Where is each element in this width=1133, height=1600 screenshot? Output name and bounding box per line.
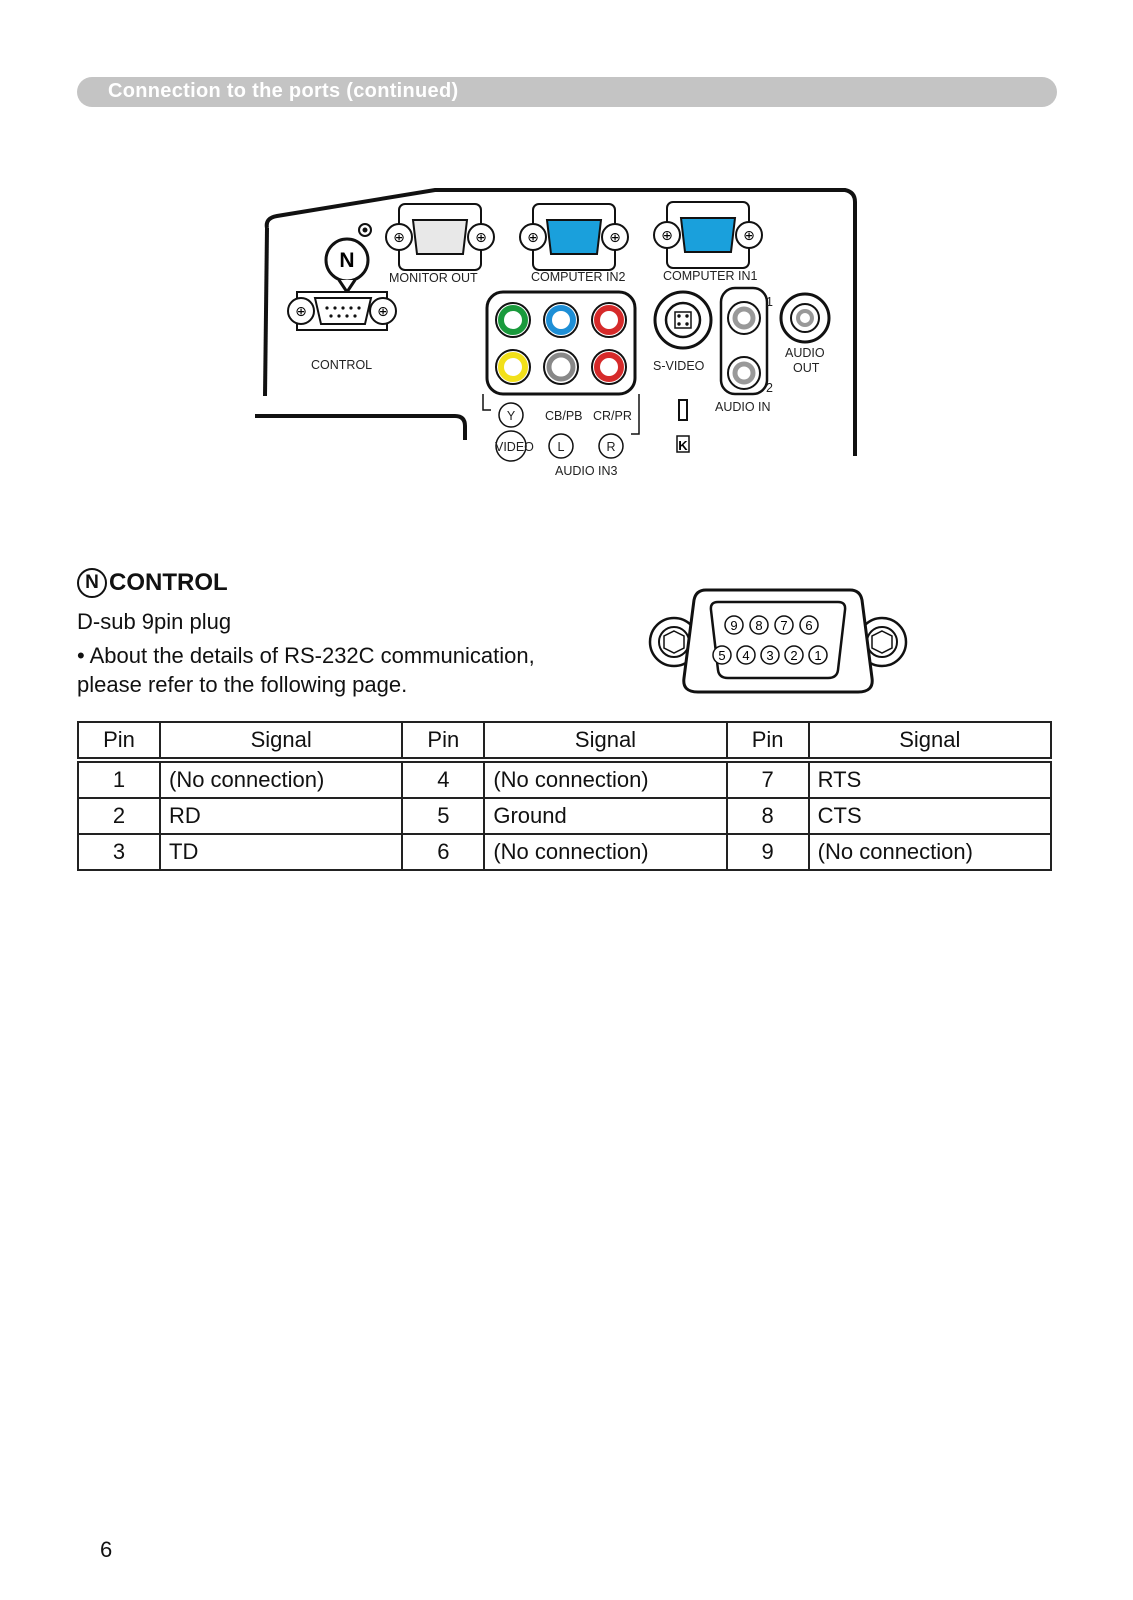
control-port — [288, 292, 396, 330]
note-line-2: please refer to the following page. — [77, 672, 408, 697]
svg-text:R: R — [606, 440, 616, 454]
section-header-bar — [77, 77, 1057, 107]
connector-pin-label: 3 — [766, 648, 774, 663]
rear-panel-illustration — [255, 188, 875, 498]
svg-text:AUDIO IN: AUDIO IN — [715, 400, 771, 414]
pin-cell: 8 — [727, 798, 809, 834]
svg-text:CB/PB: CB/PB — [545, 409, 583, 423]
header-signal: Signal — [160, 722, 402, 760]
signal-cell: RTS — [809, 760, 1051, 798]
svg-text:2: 2 — [766, 381, 773, 395]
signal-cell: (No connection) — [484, 760, 726, 798]
pin-assignment-table — [77, 721, 1052, 871]
svg-text:⊕: ⊕ — [743, 228, 755, 244]
signal-cell: Ground — [484, 798, 726, 834]
pin-cell: 7 — [727, 760, 809, 798]
note-line-1: • About the details of RS-232C communication, — [77, 643, 535, 668]
svg-text:⊕: ⊕ — [377, 304, 389, 320]
svg-text:VIDEO: VIDEO — [495, 440, 534, 454]
security-slot-icon — [679, 400, 687, 420]
page-number: 6 — [100, 1537, 113, 1562]
pin-cell: 5 — [402, 798, 484, 834]
pin-cell: 1 — [78, 760, 160, 798]
pin-cell: 9 — [727, 834, 809, 870]
pin-cell: 2 — [78, 798, 160, 834]
svg-text:K: K — [678, 438, 688, 453]
svg-text:L: L — [557, 440, 565, 454]
connector-pin-label: 8 — [755, 618, 763, 633]
table-header-row — [78, 722, 1051, 760]
table-row — [78, 798, 1051, 834]
connector-pin-label: 7 — [780, 618, 788, 633]
svg-text:CR/PR: CR/PR — [593, 409, 632, 423]
connector-type: D-sub 9pin plug — [77, 609, 232, 634]
connector-pin-label: 5 — [718, 648, 726, 663]
svg-text:Y: Y — [506, 409, 516, 423]
signal-cell: TD — [160, 834, 402, 870]
svg-text:OUT: OUT — [793, 361, 820, 375]
svg-text:S-VIDEO: S-VIDEO — [653, 359, 705, 373]
section-title: CONTROL — [109, 569, 228, 596]
header-pin: Pin — [78, 722, 160, 760]
pin-cell: 4 — [402, 760, 484, 798]
signal-cell: (No connection) — [809, 834, 1051, 870]
table-row — [78, 834, 1051, 870]
connector-pin-label: 4 — [742, 648, 750, 663]
svg-text:MONITOR OUT: MONITOR OUT — [389, 271, 478, 285]
svg-text:N: N — [339, 249, 355, 272]
svg-text:CONTROL: CONTROL — [311, 358, 373, 372]
section-heading — [77, 568, 228, 598]
svg-text:⊕: ⊕ — [609, 230, 621, 246]
svg-text:COMPUTER IN1: COMPUTER IN1 — [663, 269, 758, 283]
control-badge: N — [77, 568, 107, 598]
svg-text:AUDIO IN3: AUDIO IN3 — [555, 464, 618, 478]
signal-cell: RD — [160, 798, 402, 834]
svg-text:⊕: ⊕ — [393, 230, 405, 246]
connector-pin-label: 9 — [730, 618, 738, 633]
table-row — [78, 760, 1051, 798]
svg-text:⊕: ⊕ — [661, 228, 673, 244]
connector-pin-label: 1 — [814, 648, 822, 663]
s-video-port — [655, 292, 711, 348]
signal-cell: CTS — [809, 798, 1051, 834]
signal-cell: (No connection) — [160, 760, 402, 798]
header-title: Connection to the ports (continued) — [108, 80, 459, 102]
kensington-lock-icon — [677, 436, 689, 453]
computer-in1-port — [654, 202, 762, 268]
connector-pin-label: 2 — [790, 648, 798, 663]
svg-text:⊕: ⊕ — [475, 230, 487, 246]
svg-text:⊕: ⊕ — [527, 230, 539, 246]
svg-text:⊕: ⊕ — [295, 304, 307, 320]
computer-in2-port — [520, 204, 628, 270]
pin-cell: 3 — [78, 834, 160, 870]
svg-text:AUDIO: AUDIO — [785, 346, 825, 360]
monitor-out-port — [386, 204, 494, 270]
header-signal: Signal — [809, 722, 1051, 760]
dsub9-connector-diagram — [648, 588, 908, 698]
svg-text:1: 1 — [766, 295, 773, 309]
header-signal: Signal — [484, 722, 726, 760]
connector-pin-label: 6 — [805, 618, 813, 633]
header-pin: Pin — [402, 722, 484, 760]
signal-cell: (No connection) — [484, 834, 726, 870]
header-pin: Pin — [727, 722, 809, 760]
svg-text:COMPUTER IN2: COMPUTER IN2 — [531, 270, 626, 284]
pin-cell: 6 — [402, 834, 484, 870]
